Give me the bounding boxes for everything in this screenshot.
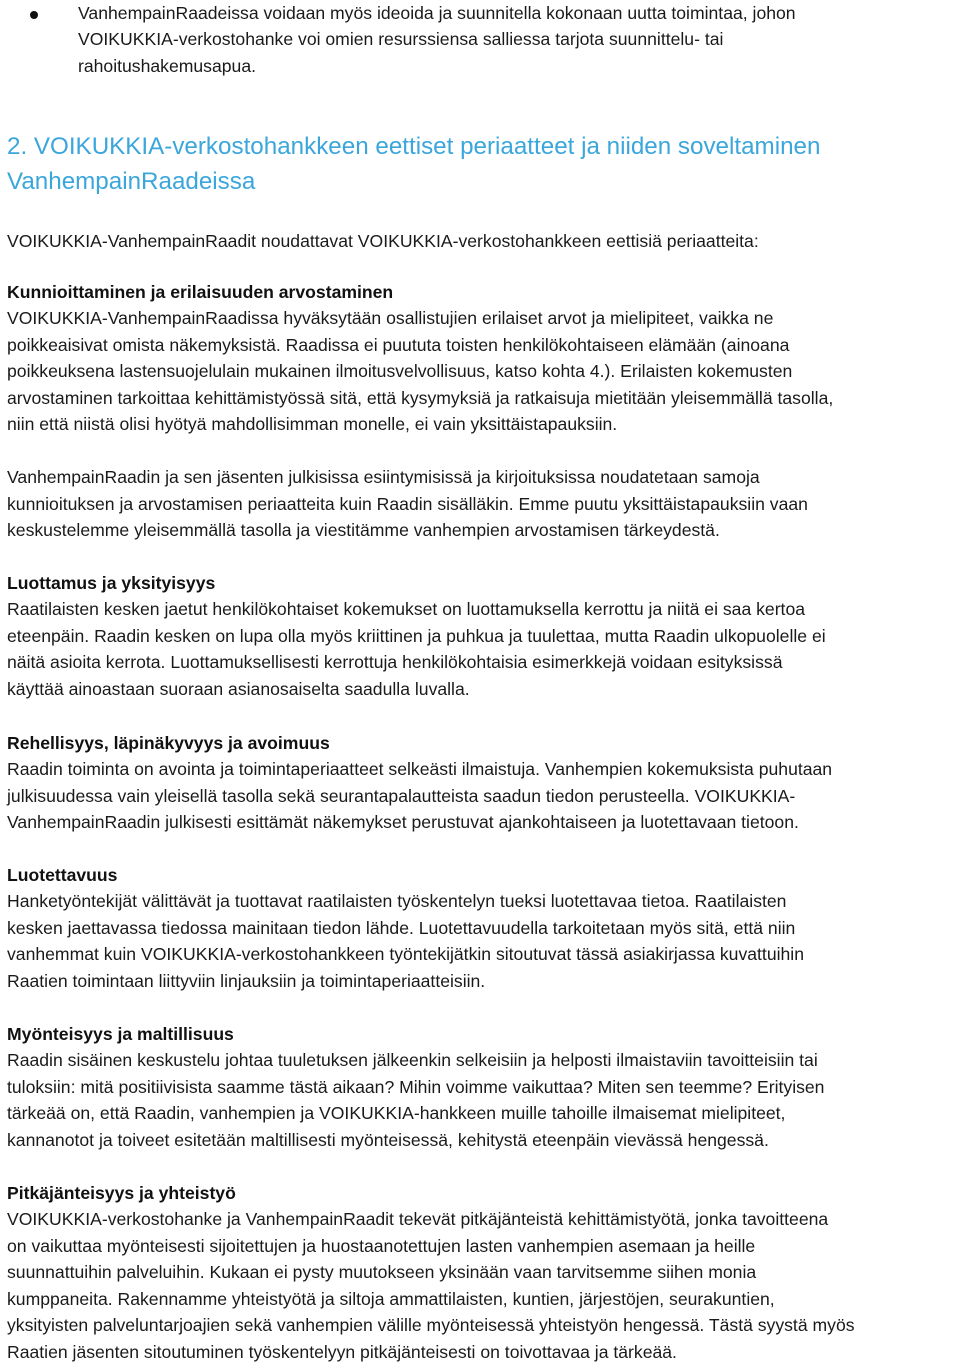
- section-heading: VanhempainRaadeissa: [7, 168, 256, 195]
- paragraph-line: näitä asioita kerrota. Luottamuksellisesti kerrottuja henkilökohtaisia esimerkkejä voidaan esityksissä: [7, 652, 783, 672]
- paragraph-line: yksityisten palveluntarjoajien sekä vanhempien välille myönteisessä yhteistyön hengessä. Tästä syystä myös: [7, 1315, 855, 1335]
- paragraph-line: eteenpäin. Raadin kesken on lupa olla myös kriittinen ja puhkua ja tuulettaa, mutta Raadin ulkopuolelle ei: [7, 626, 826, 646]
- paragraph-line: kannanotot ja toiveet esitetään maltillisesti myönteisessä, kehitystä eteenpäin vievässä hengessä.: [7, 1130, 769, 1150]
- paragraph-line: poikkeuksena lastensuojelulain mukainen ilmoitusvelvollisuus, katso kohta 4.). Erilaisten kokemusten: [7, 361, 793, 381]
- subsection-title: Luottamus ja yksityisyys: [7, 573, 216, 593]
- paragraph-line: niin että niistä olisi hyötyä mahdollisimman monelle, ei vain yksittäistapauksiin.: [7, 414, 618, 434]
- bullet-text-line: VanhempainRaadeissa voidaan myös ideoida ja suunnitella kokonaan uutta toimintaa, johon: [78, 3, 796, 23]
- paragraph-line: Raatien jäsenten sitoutuminen työskentelyyn pitkäjänteisesti on toivottavaa ja tärkeää.: [7, 1342, 677, 1362]
- subsection-title: Myönteisyys ja maltillisuus: [7, 1024, 234, 1044]
- paragraph-line: kumppaneita. Rakennamme yhteistyötä ja siltoja ammattilaisten, kuntien, järjestöjen, seurakuntien,: [7, 1289, 775, 1309]
- paragraph-line: käyttää ainoastaan suoraan asianosaiselta saadulla luvalla.: [7, 679, 470, 699]
- paragraph-line: Raatilaisten kesken jaetut henkilökohtaiset kokemukset on luottamuksella kerrottu ja niitä ei saa kertoa: [7, 599, 806, 619]
- paragraph-line: Raatien toimintaan liittyviin linjauksiin ja toimintaperiaatteisiin.: [7, 971, 486, 991]
- paragraph-line: tärkeää on, että Raadin, vanhempien ja VOIKUKKIA-hankkeen muille tahoille ilmaisemat mielipiteet,: [7, 1103, 786, 1123]
- bullet-text-line: rahoitushakemusapua.: [78, 56, 257, 76]
- bullet-text-line: VOIKUKKIA-verkostohanke voi omien resurssiensa salliessa tarjota suunnittelu- tai: [78, 29, 724, 49]
- paragraph-line: keskustelemme yleisemmällä tasolla ja viestitämme vanhempien arvostamisen tärkeydestä.: [7, 520, 720, 540]
- paragraph-line: kesken jaettavassa tiedossa mainitaan tiedon lähde. Luotettavuudella tarkoitetaan myös sitä, että niin: [7, 918, 796, 938]
- paragraph-line: kunnioituksen ja arvostamisen periaatteita kuin Raadin sisälläkin. Emme puutu yksittäistapauksiin vaan: [7, 494, 808, 514]
- paragraph-line: Raadin sisäinen keskustelu johtaa tuuletuksen jälkeenkin selkeisiin ja helposti ilmaistaviin tavoitteisiin tai: [7, 1050, 818, 1070]
- paragraph-line: VOIKUKKIA-verkostohanke ja VanhempainRaadit tekevät pitkäjänteistä kehittämistyötä, jonka tavoitteena: [7, 1209, 829, 1229]
- paragraph-line: VanhempainRaadin ja sen jäsenten julkisissa esiintymisissä ja kirjoituksissa noudatetaan samoja: [7, 467, 760, 487]
- intro-paragraph: VOIKUKKIA-VanhempainRaadit noudattavat VOIKUKKIA-verkostohankkeen eettisiä periaatteita:: [7, 231, 759, 251]
- subsection-title: Pitkäjänteisyys ja yhteistyö: [7, 1183, 236, 1203]
- paragraph-line: arvostaminen tarkoittaa kehittämistyössä sitä, että kysymyksiä ja ratkaisuja mietitään yleisemmällä tasolla,: [7, 388, 834, 408]
- paragraph-line: VanhempainRaadin julkisesti esittämät näkemykset perustuvat ajankohtaiseen ja luotettavaan tietoon.: [7, 812, 799, 832]
- paragraph-line: on vaikuttaa myönteisesti sijoitettujen ja huostaanotettujen lasten vanhempien asemaan ja heille: [7, 1236, 756, 1256]
- paragraph-line: suunnattuihin palveluihin. Kukaan ei pysty muutokseen yksinään vaan tarvitsemme siihen monia: [7, 1262, 757, 1282]
- paragraph-line: Raadin toiminta on avointa ja toimintaperiaatteet selkeästi ilmaistuja. Vanhempien kokemuksista puhutaan: [7, 759, 833, 779]
- paragraph-line: julkisuudessa vain yleisellä tasolla sekä seurantapalautteista saadun tiedon perusteella. VOIKUKKIA-: [7, 786, 796, 806]
- section-heading: 2. VOIKUKKIA-verkostohankkeen eettiset periaatteet ja niiden soveltaminen: [7, 133, 821, 160]
- paragraph-line: tuloksiin: mitä positiivisista saamme tästä aikaan? Mihin voimme vaikuttaa? Miten sen teemme? Erityisen: [7, 1077, 825, 1097]
- paragraph-line: Hanketyöntekijät välittävät ja tuottavat raatilaisten työskentelyn tueksi luotettavaa tietoa. Raatilaisten: [7, 891, 787, 911]
- subsection-title: Luotettavuus: [7, 865, 118, 885]
- paragraph-line: vanhemmat kuin VOIKUKKIA-verkostohankkeen työntekijätkin sitoutuvat tässä asiakirjassa kuvattuihin: [7, 944, 804, 964]
- subsection-title: Kunnioittaminen ja erilaisuuden arvostaminen: [7, 282, 394, 302]
- paragraph-line: VOIKUKKIA-VanhempainRaadissa hyväksytään osallistujien erilaiset arvot ja mielipiteet, vaikka ne: [7, 308, 774, 328]
- bullet-dot-icon: [30, 11, 38, 19]
- paragraph-line: poikkeaisivat omista näkemyksistä. Raadissa ei puututa toisten henkilökohtaiseen elämään (ainoana: [7, 335, 790, 355]
- subsection-title: Rehellisyys, läpinäkyvyys ja avoimuus: [7, 733, 330, 753]
